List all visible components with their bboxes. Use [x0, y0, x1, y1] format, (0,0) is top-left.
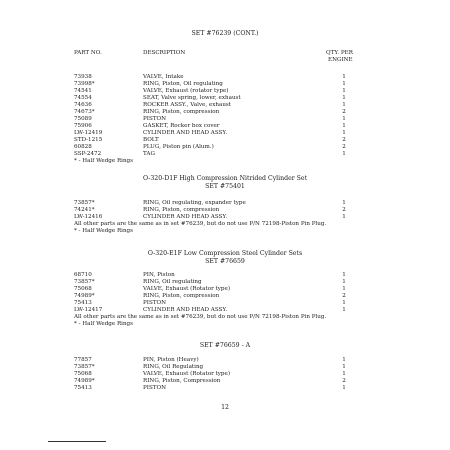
table-row	[0, 74, 450, 81]
part-number: 74241*	[74, 207, 95, 213]
part-quantity: 1	[342, 95, 346, 101]
part-quantity: 2	[342, 144, 346, 150]
part-number: 73998*	[74, 81, 95, 87]
part-number: 74673*	[74, 109, 95, 115]
part-number: LW-12419	[74, 130, 103, 136]
part-description: RING, Piston, compression	[143, 109, 220, 115]
part-description: GASKET, Rocker box cover	[143, 123, 220, 129]
table-row	[0, 293, 450, 300]
part-quantity: 1	[342, 307, 346, 313]
table-row	[0, 214, 450, 221]
part-quantity: 1	[342, 116, 346, 122]
part-description: PISTON	[143, 300, 167, 306]
table-row	[0, 200, 450, 207]
footnote: * - Half Wedge Rings	[74, 228, 134, 234]
note: All other parts are the same as in set #76239, but do not use P/N 72198-Piston Pin Plug.	[74, 314, 327, 320]
part-description: CYLINDER AND HEAD ASSY.	[143, 130, 228, 136]
part-number: 74541	[74, 88, 92, 94]
section-subtitle: SET #75401	[205, 183, 245, 190]
part-description: RING, Piston, compression	[143, 207, 220, 213]
part-number: 73938	[74, 74, 92, 80]
table-row	[0, 144, 450, 151]
set-title: SET #76239 (CONT.)	[191, 30, 259, 37]
part-number: 73857*	[74, 279, 95, 285]
table-row	[0, 207, 450, 214]
part-description: PLUG, Piston pin (Alum.)	[143, 144, 214, 150]
part-number: 74989*	[74, 378, 95, 384]
part-quantity: 1	[342, 300, 346, 306]
part-quantity: 1	[342, 130, 346, 136]
table-row	[0, 88, 450, 95]
part-quantity: 2	[342, 293, 346, 299]
table-row	[0, 130, 450, 137]
part-description: PISTON	[143, 385, 167, 391]
table-row	[0, 137, 450, 144]
part-quantity: 1	[342, 272, 346, 278]
part-description: TAG	[143, 151, 155, 157]
part-description: RING, Oil Regulating	[143, 364, 204, 370]
part-quantity: 2	[342, 207, 346, 213]
table-row	[0, 109, 450, 116]
table-row	[0, 151, 450, 158]
table-row	[0, 357, 450, 364]
part-description: VALVE, Exhaust (Rotator type)	[143, 286, 230, 292]
section-title: SET #76659 - A	[199, 342, 251, 349]
table-row	[0, 95, 450, 102]
part-number: 77857	[74, 357, 92, 363]
part-description: RING, Oil regulating	[143, 279, 202, 285]
part-description: RING, Oil regulating, expander type	[143, 200, 246, 206]
table-row	[0, 279, 450, 286]
part-number: 74636	[74, 102, 92, 108]
section-title: O-320-E1F Low Compression Steel Cylinder Sets	[147, 250, 303, 257]
part-quantity: 1	[342, 123, 346, 129]
part-number: 75413	[74, 300, 92, 306]
table-row	[0, 116, 450, 123]
part-quantity: 1	[342, 286, 346, 292]
table-row	[0, 286, 450, 293]
part-number: 74554	[74, 95, 92, 101]
part-description: VALVE, Exhaust (Rotator type)	[143, 371, 230, 377]
column-header-qty: QTY. PER	[326, 50, 353, 56]
part-quantity: 1	[342, 357, 346, 363]
note: All other parts are the same as in set #76239, but do not use P/N 72198-Piston Pin Plug.	[74, 221, 327, 227]
footnote: * - Half Wedge Rings	[74, 158, 134, 164]
part-number: 75906	[74, 123, 92, 129]
part-description: CYLINDER AND HEAD ASSY.	[143, 307, 228, 313]
table-row	[0, 272, 450, 279]
part-quantity: 1	[342, 364, 346, 370]
part-description: PISTON	[143, 116, 167, 122]
footer-rule	[48, 441, 106, 442]
table-row	[0, 81, 450, 88]
part-quantity: 1	[342, 102, 346, 108]
part-number: 75068	[74, 286, 92, 292]
part-quantity: 2	[342, 378, 346, 384]
part-number: 75068	[74, 371, 92, 377]
part-quantity: 2	[342, 137, 346, 143]
part-description: RING, Piston, Compression	[143, 378, 221, 384]
part-quantity: 1	[342, 214, 346, 220]
part-description: RING, Piston, Oil regulating	[143, 81, 223, 87]
part-quantity: 1	[342, 74, 346, 80]
table-row	[0, 364, 450, 371]
part-number: 75089	[74, 116, 92, 122]
part-quantity: 1	[342, 200, 346, 206]
page-number: 12	[221, 404, 229, 411]
part-description: PIN, Piston (Heavy)	[143, 357, 199, 363]
part-quantity: 1	[342, 279, 346, 285]
table-row	[0, 385, 450, 392]
part-description: CYLINDER AND HEAD ASSY.	[143, 214, 228, 220]
footnote: * - Half Wedge Rings	[74, 321, 134, 327]
column-header-part-no: PART NO.	[74, 50, 102, 56]
section-title: O-320-D1F High Compression Nitrided Cylinder Set	[142, 175, 308, 182]
part-number: 60828	[74, 144, 92, 150]
part-description: VALVE, Intake	[143, 74, 184, 80]
part-number: LW-12416	[74, 214, 103, 220]
part-description: PIN, Piston	[143, 272, 175, 278]
part-number: STD-1215	[74, 137, 103, 143]
part-description: SEAT, Valve spring, lower, exhaust	[143, 95, 241, 101]
table-row	[0, 300, 450, 307]
part-number: 73857*	[74, 364, 95, 370]
part-description: VALVE, Exhaust (rotator type)	[143, 88, 229, 94]
section-subtitle: SET #76659	[205, 258, 245, 265]
table-row	[0, 102, 450, 109]
part-description: BOLT	[143, 137, 159, 143]
part-number: 68710	[74, 272, 92, 278]
part-description: RING, Piston, compression	[143, 293, 220, 299]
table-row	[0, 307, 450, 314]
part-number: 73857*	[74, 200, 95, 206]
part-quantity: 2	[342, 109, 346, 115]
part-number: 75413	[74, 385, 92, 391]
part-description: ROCKER ASSY., Valve, exhaust	[143, 102, 232, 108]
part-quantity: 1	[342, 151, 346, 157]
part-quantity: 1	[342, 88, 346, 94]
part-quantity: 1	[342, 371, 346, 377]
column-header-engine: ENGINE	[328, 57, 353, 63]
table-row	[0, 371, 450, 378]
part-quantity: 1	[342, 385, 346, 391]
part-quantity: 1	[342, 81, 346, 87]
table-row	[0, 378, 450, 385]
column-header-description: DESCRIPTION	[143, 50, 186, 56]
part-number: LW-12417	[74, 307, 103, 313]
part-number: SSP-2472	[74, 151, 102, 157]
table-row	[0, 123, 450, 130]
part-number: 74989*	[74, 293, 95, 299]
